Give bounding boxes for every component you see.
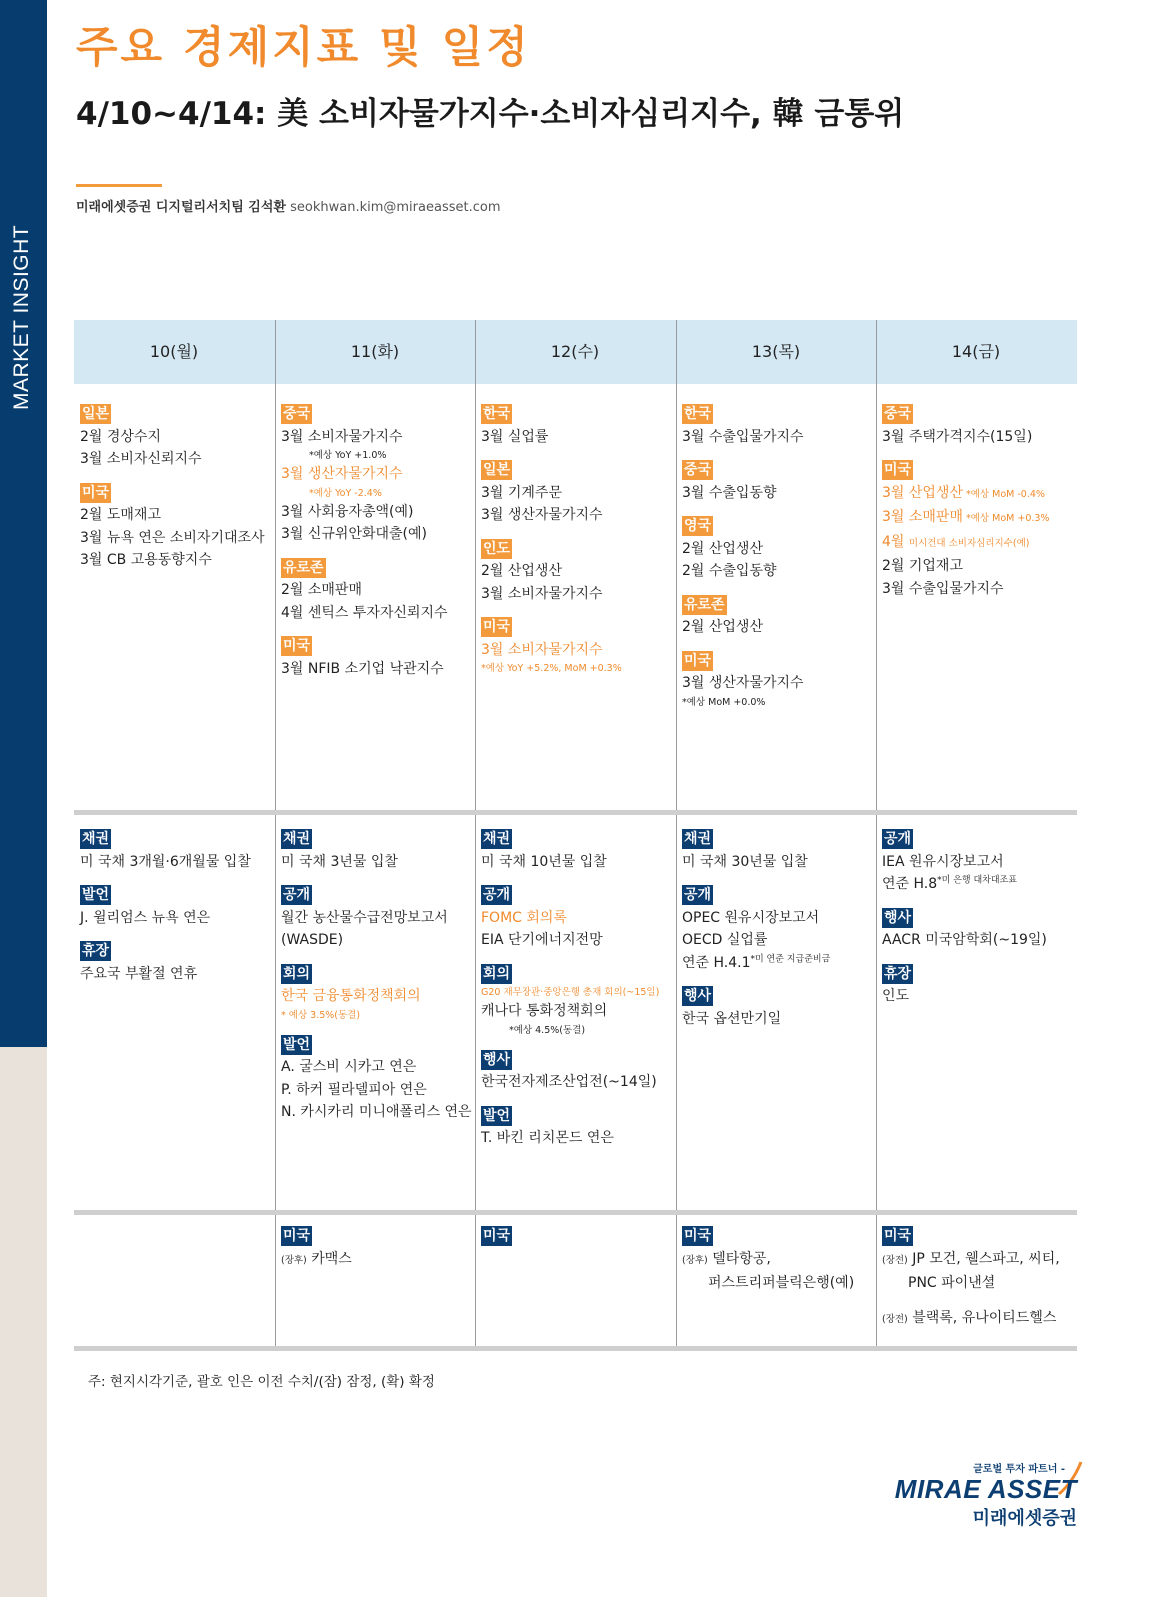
schedule-block — [481, 962, 673, 1038]
region-tag: 공개 — [283, 887, 311, 903]
page-title: 주요 경제지표 및 일정 — [76, 23, 531, 73]
schedule-item — [281, 851, 473, 874]
item-text: 2월 산업생산 — [682, 540, 763, 557]
schedule-item — [80, 448, 272, 471]
schedule-item — [481, 504, 673, 527]
item-text: 인도 — [882, 988, 910, 1004]
schedule-block — [80, 939, 272, 985]
region-tag: 발언 — [82, 887, 110, 903]
schedule-item — [481, 560, 673, 583]
schedule-item — [281, 501, 473, 524]
region-tag: 채권 — [483, 831, 511, 847]
schedule-item — [481, 851, 673, 874]
schedule-item — [882, 985, 1074, 1008]
schedule-block — [682, 514, 874, 583]
schedule-block — [281, 962, 473, 1023]
schedule-item — [682, 1008, 874, 1031]
schedule-block — [481, 1104, 673, 1150]
item-text: 3월 생산자물가지수 — [481, 507, 603, 523]
item-text: JP 모건, 웰스파고, 씨티, — [912, 1250, 1060, 1267]
schedule-item — [281, 602, 473, 625]
schedule-block — [882, 458, 1074, 600]
item-text: 한국 옵션만기일 — [682, 1010, 782, 1027]
schedule-item — [80, 527, 272, 550]
item-text: 퍼스트리퍼블릭은행(예) — [708, 1275, 855, 1291]
schedule-block — [882, 962, 1074, 1008]
schedule-item — [80, 851, 272, 874]
item-text: 미 국채 10년물 입찰 — [481, 853, 607, 870]
schedule-cell — [281, 1224, 473, 1282]
region-tag: 채권 — [82, 831, 110, 847]
item-text: 3월 뉴욕 연은 소비자기대조사 — [80, 529, 265, 546]
day-header: 14(금) — [951, 342, 1001, 361]
item-text: 델타항공, — [712, 1250, 771, 1267]
schedule-block — [281, 1224, 473, 1272]
schedule-block — [281, 556, 473, 625]
forecast-note: G20 재무장관·중앙은행 총재 회의(~15일) — [481, 987, 660, 998]
schedule-cell — [481, 402, 673, 686]
schedule-block — [682, 402, 874, 448]
region-tag: 중국 — [283, 406, 311, 422]
session-label: (장전) — [882, 1254, 908, 1266]
region-tag: 유로존 — [283, 559, 324, 576]
schedule-item — [281, 658, 473, 681]
schedule-item — [281, 1056, 473, 1079]
column-divider — [676, 320, 677, 1350]
item-text: 2월 수출입동향 — [682, 563, 777, 579]
schedule-item — [882, 555, 1074, 578]
item-text: 연준 H.4.1 — [682, 954, 751, 971]
logo-brand: MIRAE ASSET — [894, 1474, 1077, 1504]
region-tag: 중국 — [684, 462, 712, 478]
item-text: EIA 단기에너지전망 — [481, 932, 603, 948]
region-tag: 공개 — [684, 887, 712, 903]
schedule-cell — [80, 827, 272, 995]
schedule-item — [682, 907, 874, 930]
schedule-block — [682, 593, 874, 639]
schedule-item — [481, 929, 673, 952]
schedule-block — [481, 458, 673, 527]
session-label: (장후) — [682, 1254, 708, 1266]
schedule-item — [481, 639, 673, 662]
item-text: 미 국채 3개월·6개월물 입찰 — [80, 853, 251, 870]
item-text: 2월 경상수지 — [80, 428, 161, 445]
item-text: 카맥스 — [311, 1250, 352, 1267]
item-text: 3월 수출입동향 — [682, 484, 777, 501]
schedule-cell — [682, 827, 874, 1040]
schedule-item — [80, 504, 272, 527]
region-tag: 한국 — [483, 406, 511, 422]
item-text: 3월 생산자물가지수 — [281, 466, 403, 482]
item-text: 2월 도매재고 — [80, 507, 161, 523]
session-label: (장전) — [882, 1313, 908, 1325]
schedule-cell — [281, 827, 473, 1134]
forecast-note: *예상 4.5%(동결) — [509, 1024, 586, 1036]
schedule-block — [481, 1224, 673, 1248]
schedule-item — [882, 482, 1074, 507]
schedule-block — [481, 1048, 673, 1094]
item-text: 월간 농산물수급전망보고서 — [281, 909, 448, 926]
region-tag: 한국 — [684, 406, 712, 422]
schedule-item — [682, 952, 874, 975]
spacer — [882, 1295, 1074, 1307]
schedule-item — [882, 531, 1074, 556]
schedule-item — [481, 482, 673, 505]
schedule-item — [281, 929, 473, 952]
region-tag: 미국 — [684, 652, 712, 669]
schedule-block — [481, 827, 673, 873]
region-tag: 회의 — [283, 965, 311, 982]
forecast-note: * 예상 3.5%(동결) — [281, 1009, 361, 1021]
logo-brand-kr: 미래에셋증권 — [972, 1508, 1077, 1529]
schedule-item — [481, 907, 673, 930]
footnote: 주: 현지시각기준, 괄호 인은 이전 수치/(잠) 잠정, (확) 확정 — [88, 1374, 435, 1390]
schedule-item — [481, 1127, 673, 1150]
item-text: 3월 NFIB 소기업 낙관지수 — [281, 660, 444, 677]
schedule-item — [281, 1101, 473, 1124]
page-subtitle: 4/10~4/14: 美 소비자물가지수·소비자심리지수, 韓 금통위 — [76, 96, 905, 132]
schedule-item — [481, 1000, 673, 1023]
schedule-block — [882, 827, 1074, 896]
schedule-item — [481, 426, 673, 449]
item-text: 한국 금융통화정책회의 — [281, 988, 421, 1004]
item-text: 3월 생산자물가지수 — [682, 675, 804, 691]
region-tag: 미국 — [283, 638, 311, 654]
schedule-item — [80, 907, 272, 930]
schedule-cell — [882, 1224, 1074, 1341]
item-text: 2월 소매판매 — [281, 582, 362, 598]
item-text: 2월 산업생산 — [481, 563, 562, 579]
schedule-cell — [682, 1224, 874, 1305]
schedule-item — [281, 579, 473, 602]
schedule-item — [882, 578, 1074, 601]
schedule-item — [281, 426, 473, 449]
schedule-item — [682, 616, 874, 639]
region-tag: 일본 — [82, 406, 110, 422]
schedule-cell — [80, 402, 272, 582]
schedule-cell — [481, 1224, 673, 1258]
item-text: 3월 소비자물가지수 — [481, 641, 603, 658]
schedule-item — [281, 1248, 473, 1273]
region-tag: 행사 — [483, 1051, 511, 1068]
author-line — [76, 196, 500, 215]
column-divider — [876, 320, 877, 1350]
schedule-item — [281, 985, 473, 1008]
schedule-block — [80, 481, 272, 572]
item-text: P. 하커 필라델피아 연은 — [281, 1081, 427, 1098]
day-header: 11(화) — [350, 342, 400, 361]
region-tag: 휴장 — [82, 943, 110, 959]
schedule-item — [682, 1272, 874, 1295]
schedule-item — [682, 851, 874, 874]
schedule-block — [682, 827, 874, 873]
item-suffix: 미시건대 소비자심리지수(예) — [908, 537, 1030, 549]
item-text: PNC 파이낸셜 — [908, 1275, 996, 1291]
author-divider — [76, 184, 162, 187]
region-tag: 채권 — [283, 831, 311, 847]
item-text: 3월 CB 고용동향지수 — [80, 552, 212, 568]
item-text: AACR 미국암학회(~19일) — [882, 932, 1047, 948]
schedule-item — [682, 929, 874, 952]
region-tag: 인도 — [483, 540, 511, 557]
schedule-block — [682, 984, 874, 1030]
side-band-lower — [0, 1047, 47, 1597]
item-text: 연준 H.8 — [882, 876, 938, 892]
item-suffix: *예상 MoM +0.3% — [962, 513, 1050, 524]
row-divider — [74, 810, 1077, 815]
day-header: 13(목) — [751, 342, 801, 361]
day-header: 12(수) — [550, 342, 600, 361]
item-text: 3월 산업생산 — [882, 484, 963, 501]
region-tag: 미국 — [884, 1228, 912, 1244]
schedule-item — [682, 560, 874, 583]
item-text: 3월 소비자물가지수 — [481, 585, 603, 602]
author-email: seokhwan.kim@miraeasset.com — [290, 200, 501, 215]
schedule-cell — [682, 402, 874, 720]
schedule-item — [882, 1248, 1074, 1273]
schedule-cell — [481, 827, 673, 1160]
schedule-item — [882, 506, 1074, 531]
schedule-cell — [882, 827, 1074, 1018]
region-tag: 공개 — [483, 887, 511, 903]
schedule-cell — [882, 402, 1074, 610]
logo-tagline: 글로벌 투자 파트너 - — [973, 1464, 1065, 1475]
schedule-item — [882, 426, 1074, 449]
schedule-block — [682, 883, 874, 974]
schedule-item — [80, 426, 272, 449]
region-tag: 행사 — [684, 988, 712, 1004]
item-text: 3월 실업률 — [481, 428, 549, 445]
schedule-item — [882, 1272, 1074, 1295]
item-text: 2월 기업재고 — [882, 558, 963, 574]
schedule-item — [281, 1079, 473, 1102]
schedule-item — [682, 1248, 874, 1273]
column-divider — [475, 320, 476, 1350]
item-text: 블랙록, 유나이티드헬스 — [912, 1309, 1057, 1326]
forecast-note: *예상 YoY -2.4% — [309, 487, 382, 499]
schedule-block — [281, 402, 473, 546]
schedule-item — [80, 963, 272, 986]
schedule-block — [80, 883, 272, 929]
schedule-block — [882, 402, 1074, 448]
schedule-block — [281, 883, 473, 952]
region-tag: 발언 — [283, 1036, 311, 1053]
region-tag: 유로존 — [684, 596, 725, 613]
schedule-item — [281, 907, 473, 930]
schedule-block — [281, 634, 473, 680]
schedule-item — [882, 851, 1074, 874]
item-text: 3월 소비자신뢰지수 — [80, 451, 202, 467]
schedule-item — [882, 873, 1074, 896]
schedule-item — [882, 929, 1074, 952]
item-text: OECD 실업률 — [682, 932, 768, 948]
region-tag: 행사 — [884, 909, 912, 926]
region-tag: 미국 — [82, 484, 110, 501]
schedule-item — [481, 583, 673, 606]
item-text: 3월 소매판매 — [882, 509, 963, 525]
region-tag: 미국 — [884, 462, 912, 478]
item-text: T. 바킨 리치몬드 연은 — [481, 1130, 614, 1146]
forecast-note: *예상 YoY +5.2%, MoM +0.3% — [481, 663, 622, 674]
region-tag: 중국 — [884, 406, 912, 422]
region-tag: 영국 — [684, 518, 712, 534]
schedule-item — [281, 463, 473, 486]
item-superscript: *미 연준 지급준비금 — [750, 953, 831, 964]
schedule-item — [682, 426, 874, 449]
item-text: N. 카시카리 미니애폴리스 연은 — [281, 1104, 472, 1120]
item-text: 2월 산업생산 — [682, 619, 763, 635]
session-label: (장후) — [281, 1254, 307, 1266]
schedule-block — [281, 827, 473, 873]
schedule-block — [682, 649, 874, 710]
item-text: 4월 센틱스 투자자신뢰지수 — [281, 604, 448, 621]
side-label: MARKET INSIGHT — [10, 224, 33, 410]
schedule-block — [80, 402, 272, 471]
schedule-block — [882, 906, 1074, 952]
schedule-cell — [281, 402, 473, 690]
item-text: 3월 수출입물가지수 — [682, 428, 804, 445]
item-text: 3월 주택가격지수(15일) — [882, 428, 1033, 445]
schedule-block — [481, 537, 673, 606]
schedule-item — [682, 482, 874, 505]
region-tag: 휴장 — [884, 965, 912, 982]
item-text: 미 국채 3년물 입찰 — [281, 853, 398, 870]
column-divider — [275, 320, 276, 1350]
schedule-item — [481, 1071, 673, 1094]
schedule-block — [682, 1224, 874, 1295]
schedule-item — [80, 549, 272, 572]
region-tag: 공개 — [884, 831, 912, 847]
item-text: FOMC 회의록 — [481, 909, 567, 926]
schedule-block — [882, 1224, 1074, 1331]
item-text: 캐나다 통화정책회의 — [481, 1003, 608, 1019]
item-text: J. 윌리엄스 뉴욕 연은 — [80, 909, 211, 926]
item-text: 3월 수출입물가지수 — [882, 580, 1004, 597]
side-band — [0, 0, 47, 1047]
schedule-item — [882, 1307, 1074, 1332]
item-text: 미 국채 30년물 입찰 — [682, 853, 808, 870]
item-text: 3월 신규위안화대출(예) — [281, 526, 427, 542]
item-text: 3월 사회융자총액(예) — [281, 503, 414, 520]
region-tag: 채권 — [684, 831, 712, 847]
schedule-block — [281, 1033, 473, 1124]
schedule-block — [481, 402, 673, 448]
schedule-block — [682, 458, 874, 504]
item-text: OPEC 원유시장보고서 — [682, 909, 820, 926]
region-tag: 발언 — [483, 1107, 511, 1124]
region-tag: 미국 — [483, 1228, 511, 1244]
forecast-note: *예상 YoY +1.0% — [309, 450, 387, 461]
region-tag: 미국 — [684, 1228, 712, 1244]
region-tag: 회의 — [483, 965, 511, 982]
item-text: 3월 소비자물가지수 — [281, 428, 403, 445]
author-org: 미래에셋증권 디지털리서치팀 김석환 — [76, 200, 286, 215]
item-text: 한국전자제조산업전(~14일) — [481, 1074, 657, 1090]
item-text: 4월 — [882, 533, 909, 550]
row-divider — [74, 1346, 1077, 1351]
item-text: IEA 원유시장보고서 — [882, 853, 1004, 870]
forecast-note: *예상 MoM +0.0% — [682, 696, 766, 708]
item-suffix: *예상 MoM -0.4% — [962, 488, 1045, 500]
region-tag: 미국 — [483, 619, 511, 635]
schedule-block — [481, 615, 673, 676]
item-text: (WASDE) — [281, 932, 344, 948]
item-text: 주요국 부활절 연휴 — [80, 965, 198, 982]
item-superscript: *미 은행 대차대조표 — [937, 875, 1017, 886]
schedule-item — [281, 523, 473, 546]
item-text: A. 굴스비 시카고 연은 — [281, 1059, 417, 1075]
region-tag: 일본 — [483, 462, 511, 478]
mirae-asset-logo — [894, 1460, 1085, 1530]
region-tag: 미국 — [283, 1228, 311, 1244]
row-divider — [74, 1210, 1077, 1215]
schedule-item — [682, 538, 874, 561]
schedule-block — [481, 883, 673, 952]
schedule-block — [80, 827, 272, 873]
schedule-item — [682, 672, 874, 695]
day-header: 10(월) — [149, 342, 199, 361]
item-text: 3월 기계주문 — [481, 484, 562, 501]
